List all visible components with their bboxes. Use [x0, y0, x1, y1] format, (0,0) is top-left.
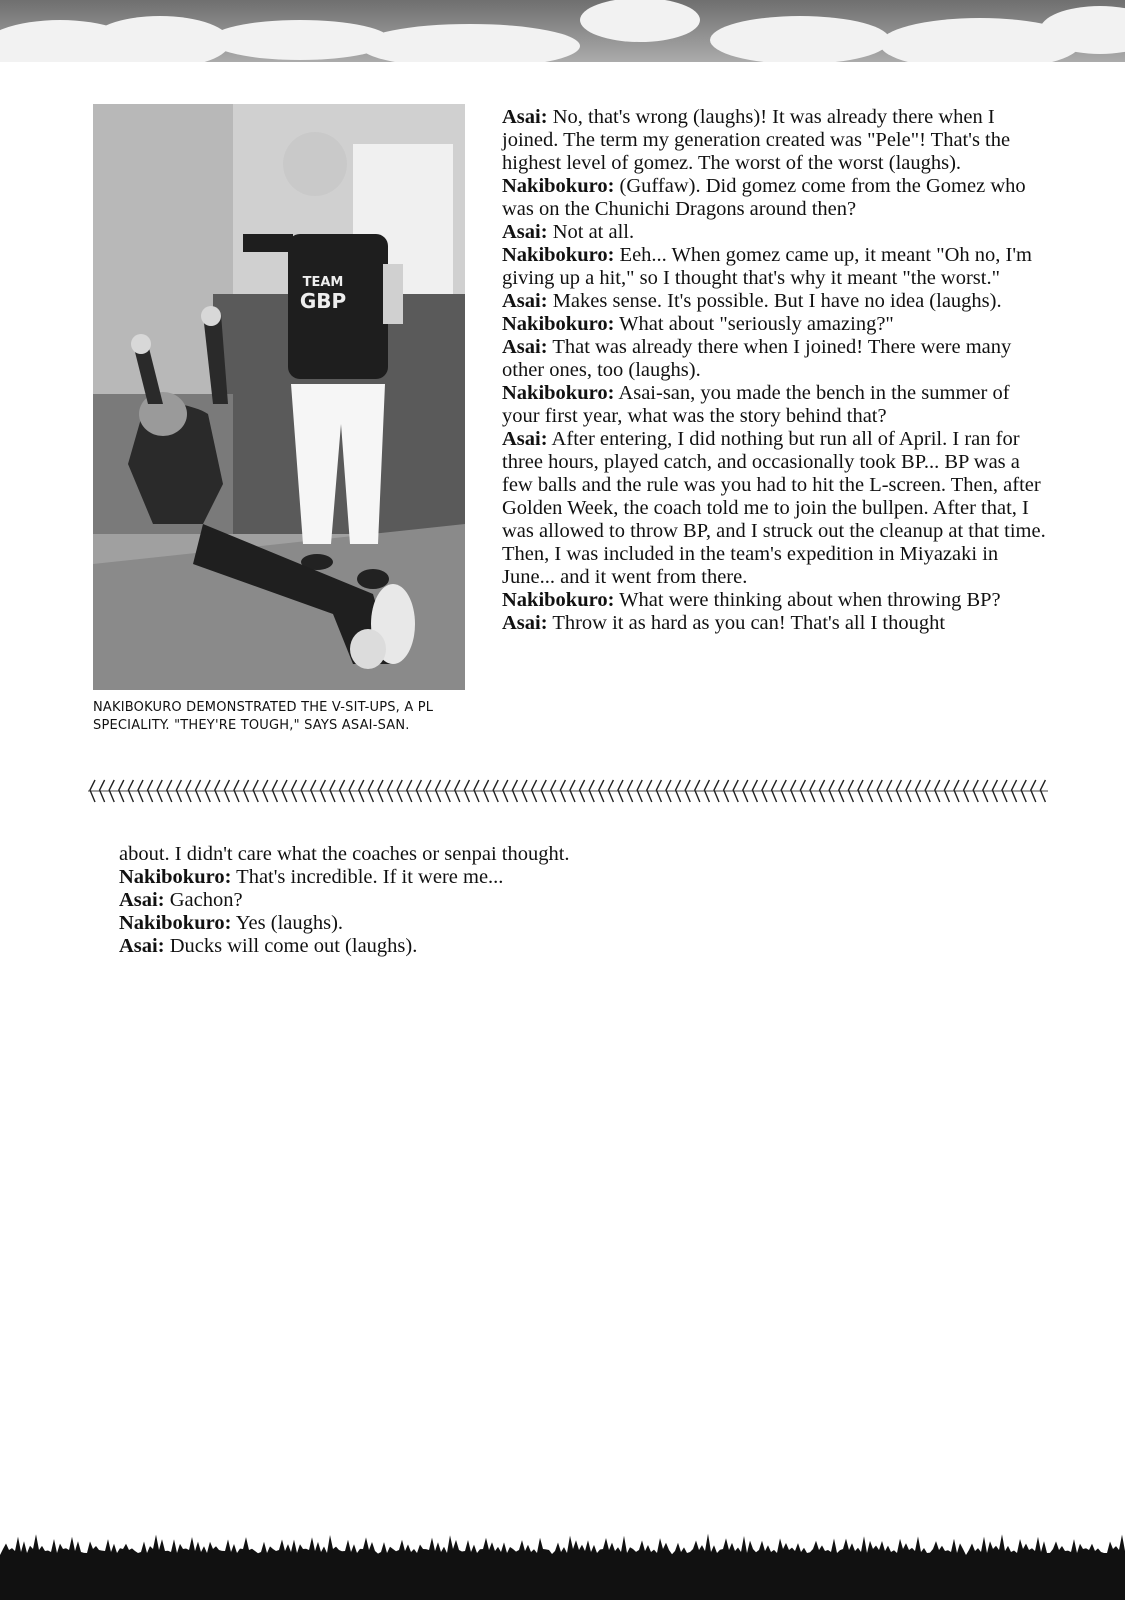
- dialogue-text: What about "seriously amazing?": [614, 313, 894, 335]
- dialogue-line: [119, 889, 1019, 912]
- dialogue-line: [119, 843, 1019, 866]
- speaker-name: Nakibokuro:: [502, 382, 615, 404]
- dialogue-text: Asai-san, you made the bench in the summer of your first year, what was the story behind that?: [502, 382, 1010, 427]
- dialogue-line: [502, 612, 1047, 635]
- baseball-stitch-divider: [88, 776, 1048, 806]
- speaker-name: Asai:: [119, 935, 165, 957]
- dialogue-line: [502, 313, 1047, 336]
- dialogue-text: Gachon?: [164, 889, 243, 911]
- dialogue-text: That's incredible. If it were me...: [231, 866, 504, 888]
- dialogue-line: [502, 175, 1047, 221]
- speaker-name: Nakibokuro:: [119, 866, 232, 888]
- dialogue-text: Not at all.: [547, 221, 635, 243]
- dialogue-text: That was already there when I joined! There were many other ones, too (laughs).: [502, 336, 1012, 381]
- speaker-name: Nakibokuro:: [502, 244, 615, 266]
- speaker-name: Nakibokuro:: [502, 175, 615, 197]
- dialogue-text: about. I didn't care what the coaches or senpai thought.: [119, 843, 570, 865]
- shirt-text-team: TEAM: [302, 275, 344, 290]
- dialogue-line: [502, 290, 1047, 313]
- dialogue-line: [119, 912, 1019, 935]
- dialogue-text: No, that's wrong (laughs)! It was already there when I joined. The term my generation created was "Pele"! That's the highest level of gomez. The worst of the worst (laughs).: [502, 106, 1011, 174]
- interview-continuation: [119, 843, 1019, 958]
- speaker-name: Nakibokuro:: [502, 313, 615, 335]
- photo-illustration: [93, 104, 465, 690]
- dialogue-text: Ducks will come out (laughs).: [164, 935, 418, 957]
- dialogue-line: [119, 866, 1019, 889]
- dialogue-line: [502, 244, 1047, 290]
- speaker-name: Nakibokuro:: [119, 912, 232, 934]
- dialogue-line: [119, 935, 1019, 958]
- dialogue-line: [502, 589, 1047, 612]
- dialogue-text: After entering, I did nothing but run all of April. I ran for three hours, played catch, and occasionally took BP... BP was a few balls and the rule was you had to hit the L-screen. Then, after Golden Week, the coach told me to join the bullpen. After that, I was allowed to throw BP, and I struck out the cleanup at that time. Then, I was included in the team's expedition in Miyazaki in June... and it went from there.: [502, 428, 1046, 588]
- dialogue-line: [502, 106, 1047, 175]
- dialogue-text: Makes sense. It's possible. But I have no idea (laughs).: [547, 290, 1002, 312]
- photo: [93, 104, 465, 690]
- dialogue-text: What were thinking about when throwing BP?: [614, 589, 1001, 611]
- speaker-name: Asai:: [502, 612, 548, 634]
- speaker-name: Asai:: [502, 221, 548, 243]
- shirt-text-gbp: GBP: [299, 289, 347, 313]
- photo-caption: NAKIBOKURO DEMONSTRATED THE V-SIT-UPS, A PL SPECIALITY. "THEY'RE TOUGH," SAYS ASAI-SAN.: [93, 700, 434, 733]
- speaker-name: Asai:: [502, 428, 548, 450]
- speaker-name: Asai:: [502, 336, 548, 358]
- dialogue-line: [502, 428, 1047, 589]
- dialogue-text: Eeh... When gomez came up, it meant "Oh no, I'm giving up a hit," so I thought that's why it meant "the worst.": [502, 244, 1032, 289]
- dialogue-text: Throw it as hard as you can! That's all I thought: [547, 612, 946, 634]
- speaker-name: Nakibokuro:: [502, 589, 615, 611]
- speaker-name: Asai:: [119, 889, 165, 911]
- cloud-banner: [0, 0, 1125, 72]
- speaker-name: Asai:: [502, 290, 548, 312]
- dialogue-line: [502, 221, 1047, 244]
- grass-silhouette-footer: [0, 1525, 1125, 1600]
- dialogue-text: Yes (laughs).: [231, 912, 344, 934]
- dialogue-line: [502, 336, 1047, 382]
- dialogue-text: (Guffaw). Did gomez come from the Gomez who was on the Chunichi Dragons around then?: [502, 175, 1026, 220]
- dialogue-line: [502, 382, 1047, 428]
- speaker-name: Asai:: [502, 106, 548, 128]
- interview-column: [502, 106, 1047, 635]
